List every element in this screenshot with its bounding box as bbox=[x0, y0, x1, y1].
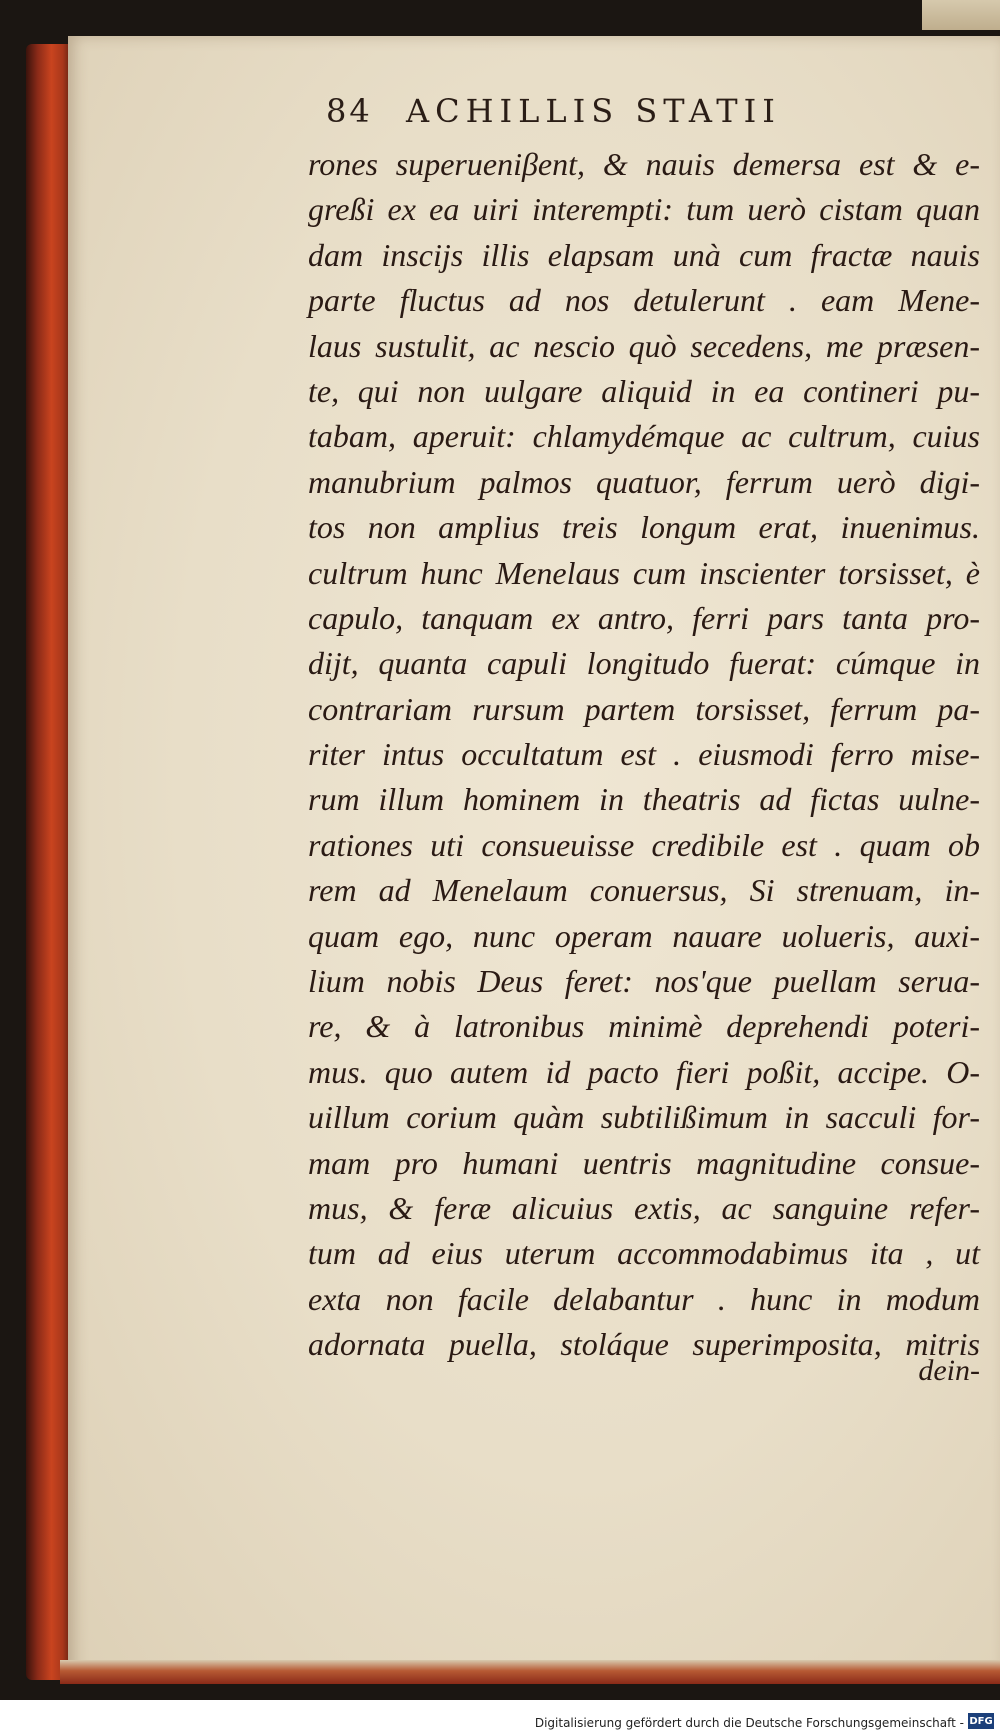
text-line: contrariam rursum partem torsisset, ferrum pa- bbox=[308, 690, 980, 727]
running-head bbox=[326, 92, 886, 140]
catchword: dein- bbox=[918, 1354, 980, 1387]
text-line: rum illum hominem in theatris ad fictas uulne- bbox=[308, 781, 980, 818]
adjacent-page-corner bbox=[922, 0, 1000, 30]
text-line: greßi ex ea uiri interempti: tum uerò cistam quan bbox=[308, 191, 980, 228]
text-line: uillum corium quàm subtilißimum in sacculi for- bbox=[308, 1099, 980, 1136]
running-title: ACHILLIS STATII bbox=[406, 92, 781, 130]
text-line: rones superueniβent, & nauis demersa est & e- bbox=[308, 146, 980, 182]
text-line: mus. quo autem id pacto fieri poßit, accipe. O- bbox=[308, 1053, 980, 1090]
text-line: cultrum hunc Menelaus cum inscienter torsisset, è bbox=[308, 554, 980, 591]
text-line: laus sustulit, ac nescio quò secedens, me præsen- bbox=[308, 327, 980, 364]
digitization-credit: Digitalisierung gefördert durch die Deutsche Forschungsgemeinschaft - bbox=[534, 1716, 964, 1730]
text-line: te, qui non uulgare aliquid in ea contineri pu- bbox=[308, 372, 980, 409]
text-line: manubrium palmos quatuor, ferrum uerò digi- bbox=[308, 463, 980, 500]
text-line: dijt, quanta capuli longitudo fuerat: cúmque in bbox=[308, 645, 980, 682]
bottom-page-edge bbox=[60, 1660, 1000, 1684]
text-line: tum ad eius uterum accommodabimus ita , ut bbox=[308, 1235, 980, 1272]
text-line: tabam, aperuit: chlamydémque ac cultrum, cuius bbox=[308, 418, 980, 455]
text-line: exta non facile delabantur . hunc in modum bbox=[308, 1280, 980, 1317]
main-text bbox=[308, 142, 980, 1368]
page-number: 84 bbox=[326, 92, 373, 130]
text-line: quam ego, nunc operam nauare uolueris, auxi- bbox=[308, 917, 980, 954]
text-line: adornata puella, stoláque superimposita, mitris bbox=[308, 1326, 980, 1363]
text-line: lium nobis Deus feret: nos'que puellam serua- bbox=[308, 963, 980, 1000]
text-line: capulo, tanquam ex antro, ferri pars tanta pro- bbox=[308, 599, 980, 636]
text-line: parte fluctus ad nos detulerunt . eam Mene- bbox=[308, 282, 980, 319]
text-line: riter intus occultatum est . eiusmodi ferro mise- bbox=[308, 736, 980, 773]
text-line: tos non amplius treis longum erat, inuenimus. bbox=[308, 509, 980, 546]
text-line: re, & à latronibus minimè deprehendi poteri- bbox=[308, 1008, 980, 1045]
text-line: mus, & feræ alicuius extis, ac sanguine refer- bbox=[308, 1189, 980, 1226]
text-line: mam pro humani uentris magnitudine consue- bbox=[308, 1144, 980, 1181]
red-page-edge bbox=[26, 44, 72, 1680]
dfg-logo: DFG bbox=[968, 1713, 994, 1729]
text-line: rationes uti consueuisse credibile est . quam ob bbox=[308, 826, 980, 863]
text-line: dam inscijs illis elapsam unà cum fractæ nauis bbox=[308, 236, 980, 273]
text-line: rem ad Menelaum conuersus, Si strenuam, in- bbox=[308, 872, 980, 909]
